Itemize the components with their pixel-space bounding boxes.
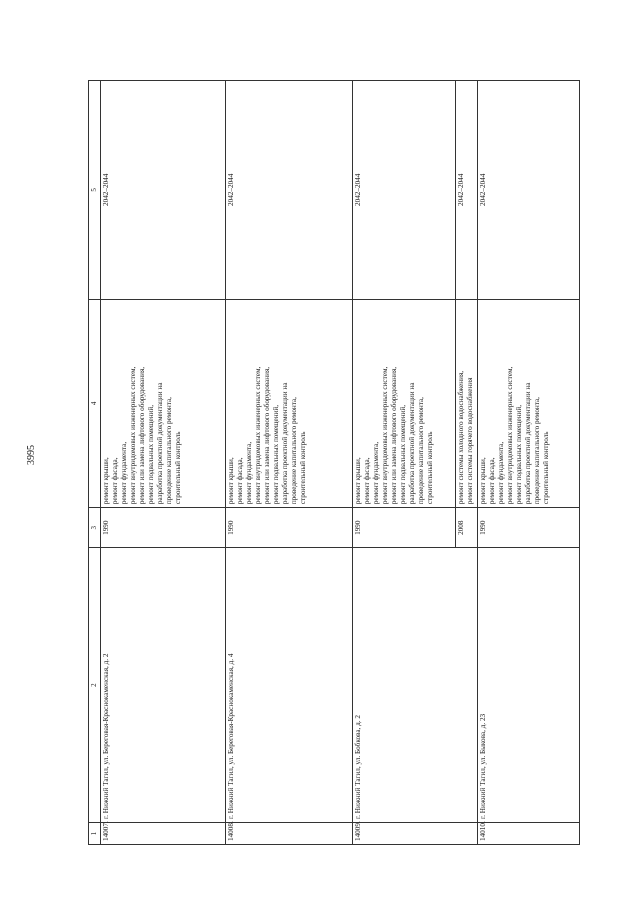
- repair-schedule-table: [88, 80, 580, 845]
- header-col-2: 2: [89, 548, 101, 823]
- work-item: ремонт системы холодного водоснабжения,: [457, 370, 465, 505]
- subrow-works: [456, 299, 478, 508]
- row-year: 1990: [101, 508, 226, 548]
- work-item: ремонт или замена лифтового оборудования,: [138, 366, 146, 505]
- row-address: г. Нижний Тагил, ул. Береговая-Краснокаменская, д. 2: [101, 548, 226, 823]
- work-item: ремонт внутридомовых инженерных систем,: [381, 366, 389, 505]
- work-item: ремонт фундамента,: [245, 441, 253, 505]
- row-address: г. Нижний Тагил, ул. Береговая-Краснокаменская, д. 4: [226, 548, 353, 823]
- header-col-5: 5: [89, 81, 101, 300]
- row-address: г. Нижний Тагил, ул. Быкова, д. 23: [478, 548, 580, 823]
- subrow-year: 2008: [456, 508, 478, 548]
- work-item: ремонт крыши,: [354, 457, 362, 505]
- work-item: ремонт подвальных помещений,: [399, 404, 407, 505]
- work-item: ремонт крыши,: [479, 457, 487, 505]
- work-item: строительный контроль: [426, 431, 434, 505]
- work-item: разработка проектной документации на: [524, 382, 532, 505]
- work-item: ремонт крыши,: [102, 457, 110, 505]
- work-item: ремонт или замена лифтового оборудования,: [263, 366, 271, 505]
- row-works: [478, 299, 580, 508]
- table-row: [353, 81, 456, 845]
- row-works: [226, 299, 353, 508]
- work-item: проведение капитального ремонта,: [533, 397, 541, 505]
- work-item: ремонт фасада,: [236, 457, 244, 505]
- work-item: ремонт подвальных помещений,: [515, 404, 523, 505]
- table-row: [101, 81, 226, 845]
- row-number: 14009.: [353, 822, 478, 844]
- header-row: [89, 81, 101, 845]
- work-item: ремонт подвальных помещений,: [147, 404, 155, 505]
- work-item: ремонт подвальных помещений,: [272, 404, 280, 505]
- header-col-3: 3: [89, 508, 101, 548]
- work-item: ремонт фундамента,: [120, 441, 128, 505]
- work-item: строительный контроль: [299, 431, 307, 505]
- table-row: [226, 81, 353, 845]
- work-item: проведение капитального ремонта,: [290, 397, 298, 505]
- work-item: разработка проектной документации на: [408, 382, 416, 505]
- work-item: ремонт фасада,: [488, 457, 496, 505]
- table-row: [478, 81, 580, 845]
- row-period: 2042–2044: [226, 81, 353, 300]
- row-number: 14007.: [101, 822, 226, 844]
- work-item: ремонт или замена лифтового оборудования,: [390, 366, 398, 505]
- work-item: ремонт внутридомовых инженерных систем,: [129, 366, 137, 505]
- work-item: ремонт внутридомовых инженерных систем,: [254, 366, 262, 505]
- work-item: проведение капитального ремонта,: [165, 397, 173, 505]
- subrow-period: 2042–2044: [456, 81, 478, 300]
- row-address: г. Нижний Тагил, ул. Бобкова, д. 2: [353, 548, 478, 823]
- row-works: [353, 299, 456, 508]
- work-item: ремонт фундамента,: [372, 441, 380, 505]
- work-item: ремонт фундамента,: [497, 441, 505, 505]
- work-item: ремонт фасада,: [111, 457, 119, 505]
- row-year: 1990: [478, 508, 580, 548]
- work-item: ремонт системы горячего водоснабжения: [466, 377, 474, 505]
- page-number: 3995: [26, 445, 37, 465]
- work-item: ремонт крыши,: [227, 457, 235, 505]
- row-year: 1990: [353, 508, 456, 548]
- row-period: 2042–2044: [353, 81, 456, 300]
- work-item: строительный контроль: [542, 431, 550, 505]
- work-item: ремонт фасада,: [363, 457, 371, 505]
- row-period: 2042–2044: [101, 81, 226, 300]
- row-number: 14008.: [226, 822, 353, 844]
- work-item: разработка проектной документации на: [156, 382, 164, 505]
- work-item: разработка проектной документации на: [281, 382, 289, 505]
- row-works: [101, 299, 226, 508]
- row-number: 14010.: [478, 822, 580, 844]
- header-col-4: 4: [89, 299, 101, 508]
- rotated-table-container: [88, 80, 600, 845]
- row-period: 2042–2044: [478, 81, 580, 300]
- header-col-1: 1: [89, 822, 101, 844]
- work-item: ремонт внутридомовых инженерных систем,: [506, 366, 514, 505]
- work-item: строительный контроль: [174, 431, 182, 505]
- work-item: проведение капитального ремонта,: [417, 397, 425, 505]
- row-year: 1990: [226, 508, 353, 548]
